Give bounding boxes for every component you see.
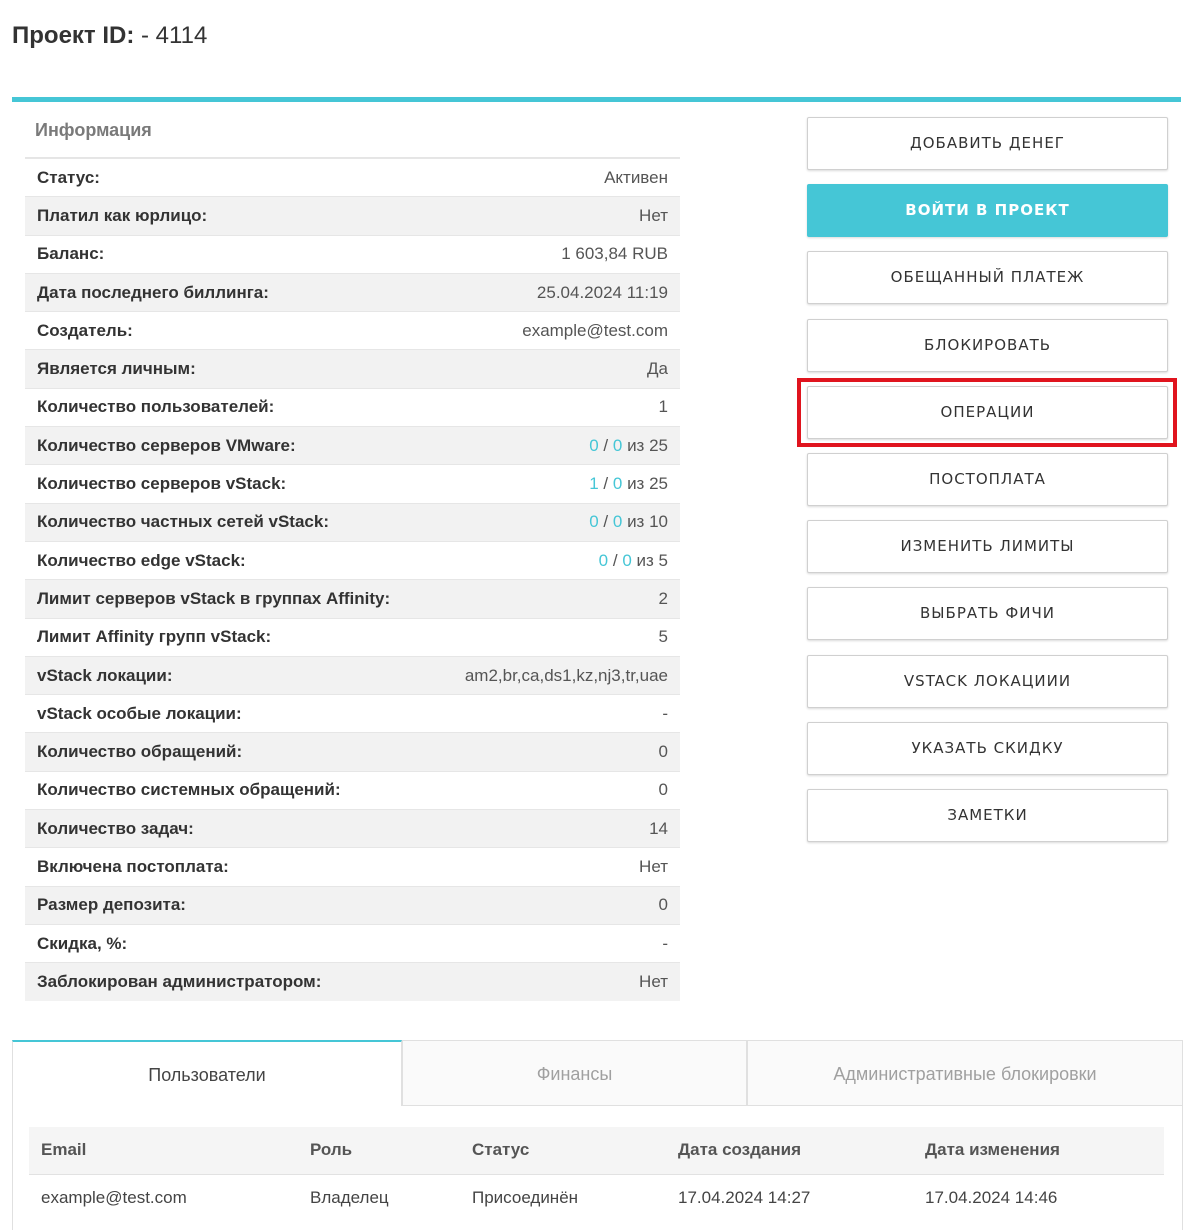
info-row-postpay [25,847,680,885]
block-button[interactable]: БЛОКИРОВАТЬ [807,319,1168,372]
info-key: Количество обращений: [37,742,243,762]
info-key: Заблокирован администратором: [37,971,322,991]
info-key: Создатель: [37,320,133,340]
info-row-affinity-server-limit [25,579,680,617]
info-value: Активен [604,167,668,187]
info-key: Включена постоплата: [37,856,229,876]
user-modified: 17.04.2024 14:46 [925,1188,1058,1208]
vstack-locations-button[interactable]: VSTACK ЛОКАЦИИИ [807,655,1168,708]
count-link-a[interactable]: 0 [589,512,599,532]
table-header-row [29,1127,1164,1174]
add-money-button[interactable]: ДОБАВИТЬ ДЕНЕГ [807,117,1168,170]
separator: / [612,550,618,570]
tasks-link[interactable]: 14 [649,818,668,838]
info-key: Лимит серверов vStack в группах Affinity: [37,588,391,608]
info-row-deposit [25,886,680,924]
count-link-b[interactable]: 0 [612,474,623,494]
info-key: Платил как юрлицо: [37,205,208,225]
tab-finances[interactable]: Финансы [402,1040,747,1106]
info-key: Количество серверов VMware: [37,435,296,455]
info-value: 1 [658,397,668,417]
column-header-status: Статус [460,1127,666,1174]
count-limit: из 25 [627,435,668,455]
user-created: 17.04.2024 14:27 [678,1188,811,1208]
column-header-modified: Дата изменения [913,1127,1164,1174]
separator: / [603,474,609,494]
info-key: Количество edge vStack: [37,550,246,570]
info-key: vStack особые локации: [37,703,242,723]
user-role: Владелец [310,1188,389,1208]
info-row-vstack-locations [25,656,680,694]
count-limit: из 10 [627,512,668,532]
info-value: Нет [639,856,668,876]
info-row-vmware-servers [25,426,680,464]
promised-payment-button[interactable]: ОБЕЩАННЫЙ ПЛАТЕЖ [807,251,1168,304]
count-link-a[interactable]: 0 [589,435,599,455]
change-limits-button[interactable]: ИЗМЕНИТЬ ЛИМИТЫ [807,520,1168,573]
info-key: Является личным: [37,359,196,379]
info-value: 25.04.2024 11:19 [536,282,668,302]
info-section [25,103,680,1001]
info-row-discount [25,924,680,962]
info-value: Нет [639,971,668,991]
set-discount-button[interactable]: УКАЗАТЬ СКИДКУ [807,722,1168,775]
info-key: Баланс: [37,244,105,264]
info-key: Количество системных обращений: [37,780,341,800]
count-link-a[interactable]: 1 [589,474,599,494]
info-value: 2 [658,588,668,608]
project-id: - 4114 [141,22,208,49]
enter-project-button[interactable]: ВОЙТИ В ПРОЕКТ [807,184,1168,237]
info-row-status [25,158,680,196]
info-row-creator [25,311,680,349]
info-key: Количество пользователей: [37,397,275,417]
user-status: Присоединён [472,1188,579,1208]
count-link-b[interactable]: 0 [622,550,632,570]
count-limit: из 25 [627,474,668,494]
column-header-created: Дата создания [666,1127,913,1174]
info-value: 0 [658,895,668,915]
info-row-vstack-servers [25,464,680,502]
info-row-users-count [25,388,680,426]
count-link-b[interactable]: 0 [612,512,623,532]
page-title [12,20,207,52]
info-key: Размер депозита: [37,895,186,915]
count-link-b[interactable]: 0 [612,435,623,455]
info-value: Нет [639,205,668,225]
info-row-balance [25,235,680,273]
table-row [29,1174,1164,1222]
operations-button[interactable]: ОПЕРАЦИИ [807,386,1168,439]
info-key: Дата последнего биллинга: [37,282,269,302]
users-table [29,1127,1164,1222]
count-limit: из 5 [636,550,668,570]
select-features-button[interactable]: ВЫБРАТЬ ФИЧИ [807,587,1168,640]
info-row-tasks [25,809,680,847]
info-value: 1 603,84 RUB [561,244,668,264]
info-row-last-billing [25,273,680,311]
tickets-link[interactable]: 0 [658,742,668,762]
count-link-a[interactable]: 0 [598,550,609,570]
info-value [589,436,668,456]
separator: / [603,512,609,532]
info-row-edge [25,541,680,579]
info-key: Количество серверов vStack: [37,474,287,494]
info-key: Скидка, %: [37,933,128,953]
info-value [589,474,668,494]
info-row-personal [25,349,680,387]
info-key: Количество задач: [37,818,194,838]
info-key: vStack локации: [37,665,173,685]
info-row-admin-blocked [25,962,680,1000]
postpay-button[interactable]: ПОСТОПЛАТА [807,453,1168,506]
separator: / [603,435,609,455]
info-key: Лимит Affinity групп vStack: [37,627,272,647]
info-rows [25,158,680,1001]
tab-users[interactable]: Пользователи [12,1040,402,1106]
info-row-system-tickets [25,771,680,809]
actions-panel [807,117,1168,856]
info-value: am2,br,ca,ds1,kz,nj3,tr,uae [464,665,668,685]
creator-email-link[interactable]: example@test.com [522,320,668,340]
notes-button[interactable]: ЗАМЕТКИ [807,789,1168,842]
info-row-special-locations [25,694,680,732]
info-value: 5 [658,627,668,647]
system-tickets-link[interactable]: 0 [658,780,668,800]
tabs-bar [12,1040,1183,1106]
user-email-link[interactable]: example@test.com [41,1188,187,1208]
column-header-email: Email [29,1127,298,1174]
info-row-tickets [25,732,680,770]
info-value [599,551,668,571]
column-header-role: Роль [298,1127,460,1174]
info-title: Информация [25,103,680,158]
info-row-affinity-group-limit [25,618,680,656]
info-value [589,512,668,532]
info-row-private-networks [25,503,680,541]
info-value: - [662,933,668,953]
info-value: - [662,703,668,723]
page-title-label: Проект ID: [12,22,135,49]
info-key: Статус: [37,167,100,187]
info-row-legal-entity [25,196,680,234]
info-value: Да [647,359,668,379]
tab-admin-blocks[interactable]: Административные блокировки [747,1040,1183,1106]
info-key: Количество частных сетей vStack: [37,512,329,532]
